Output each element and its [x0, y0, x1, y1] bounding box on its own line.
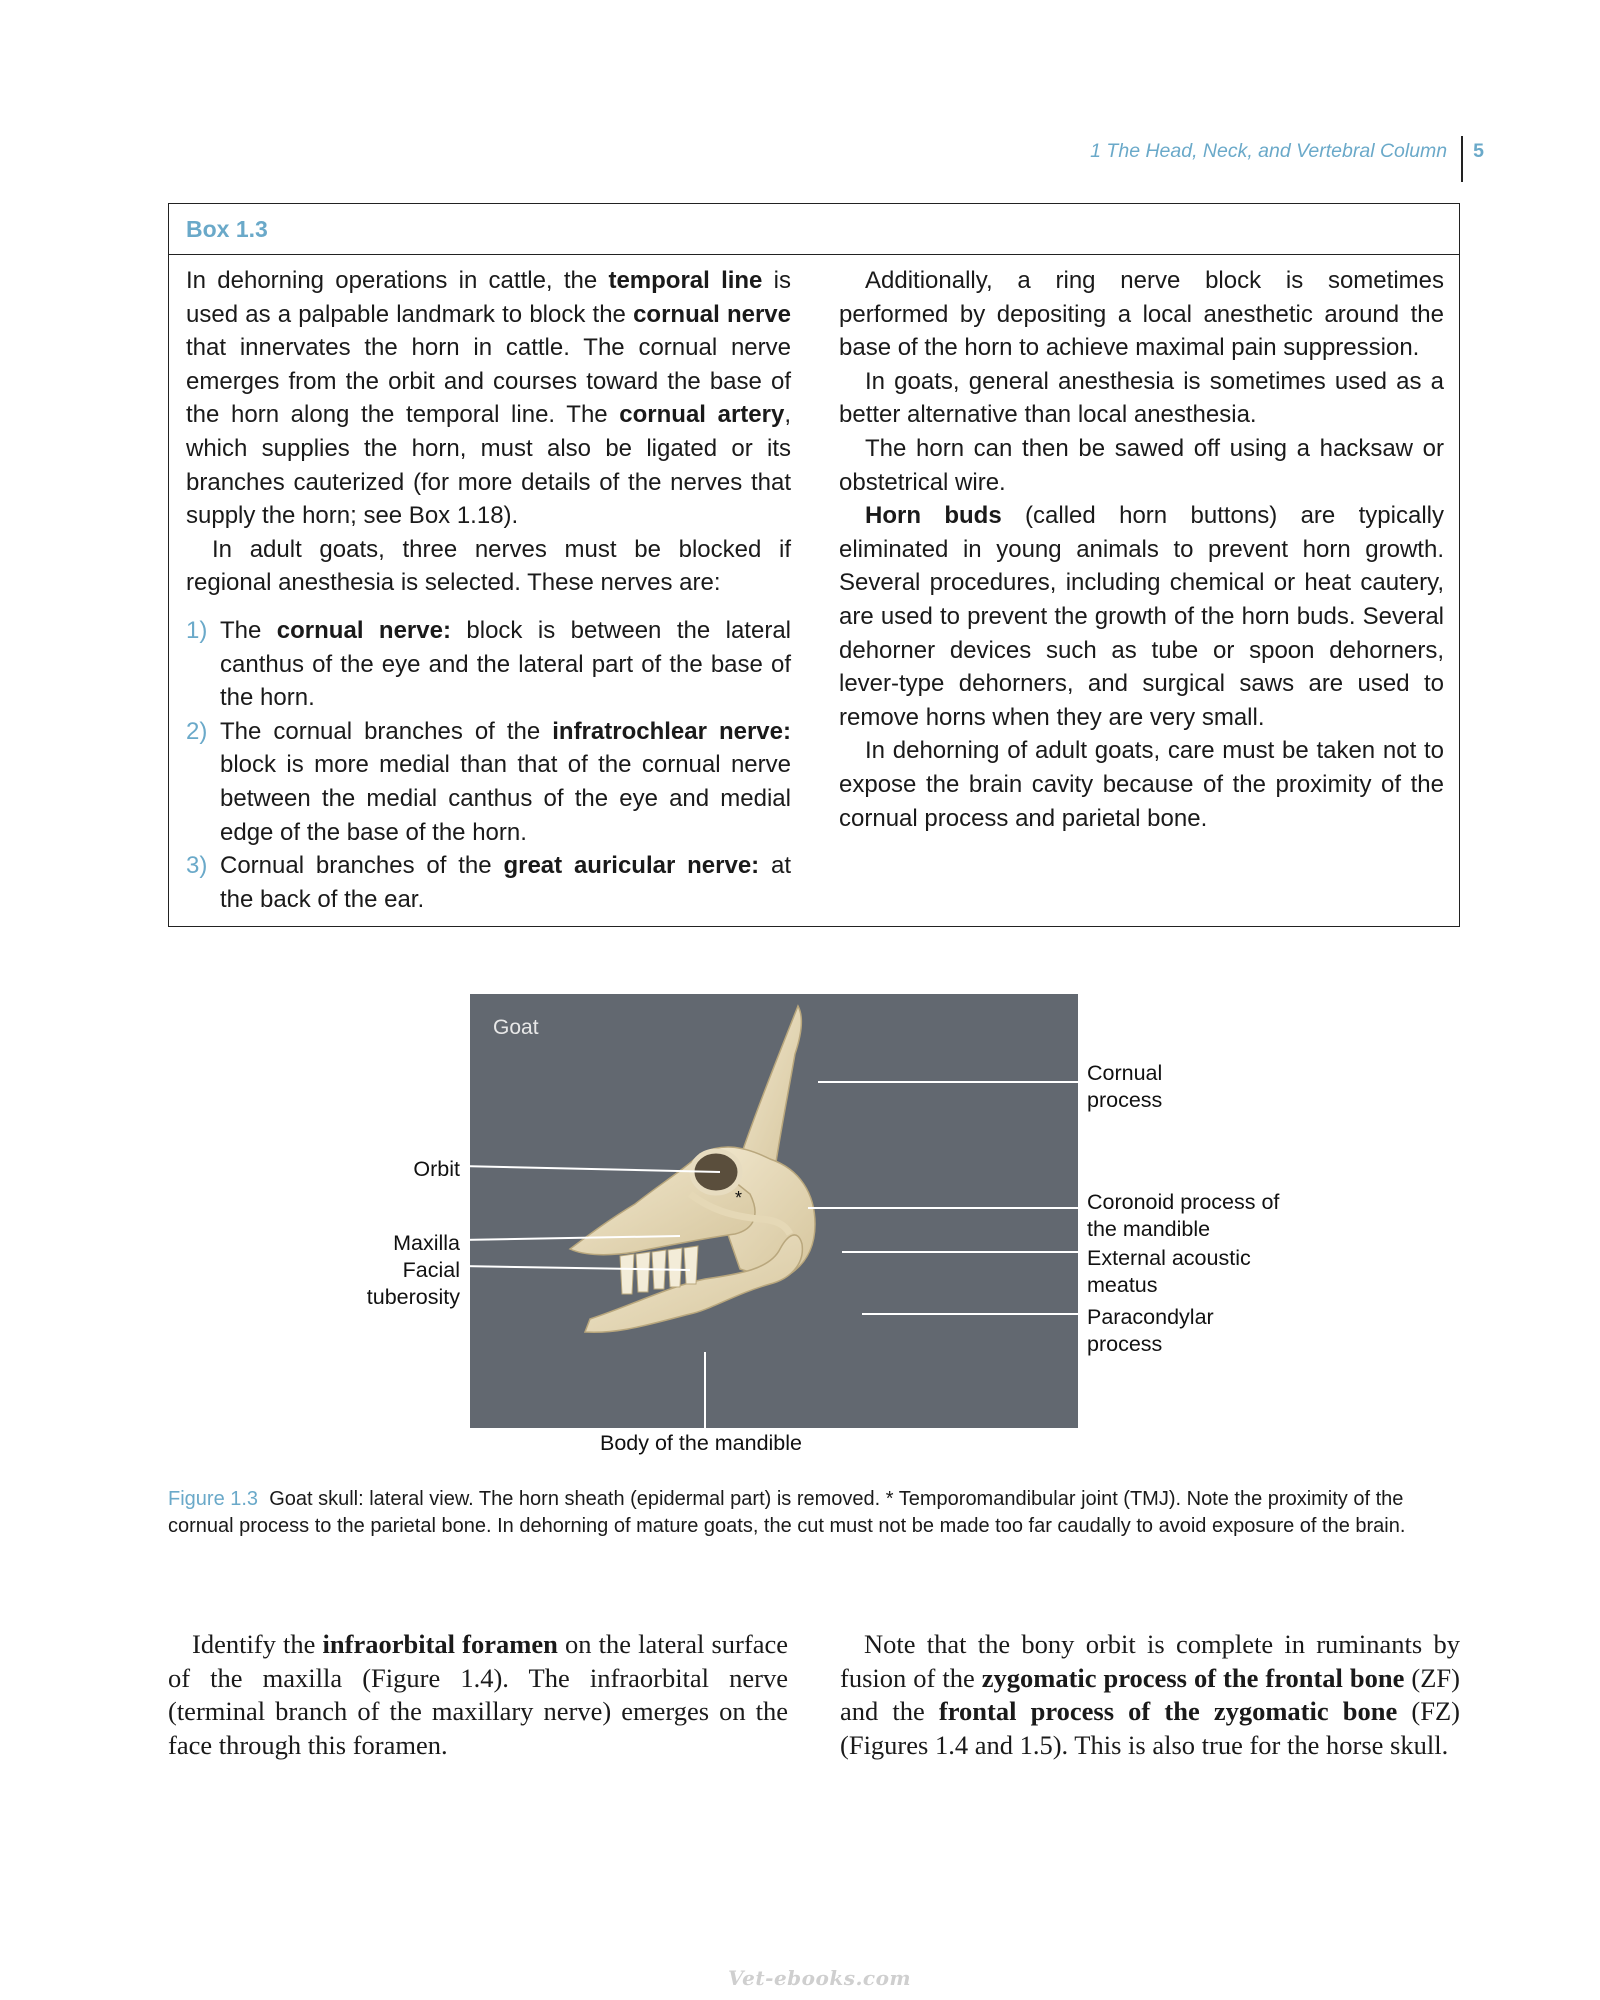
body-right-column	[840, 1628, 1460, 1762]
label-coronoid-process: Coronoid process of the mandible	[1087, 1190, 1280, 1241]
term-temporal-line: temporal line	[608, 267, 763, 294]
running-title: 1 The Head, Neck, and Vertebral Column	[1090, 140, 1448, 162]
label-facial-tuberosity: Facial tuberosity	[366, 1258, 460, 1309]
list-item: 2) The cornual branches of the infratrochlear nerve: block is more medial than that of the cornual nerve between the medial canthus of the eye and medial edge of the base of the horn.	[186, 715, 791, 849]
label-cornual-process: Cornual process	[1087, 1061, 1163, 1112]
box-paragraph: In dehorning operations in cattle, the temporal line is used as a palpable landmark to block the cornual nerve that innervates the horn in cattle. The cornual nerve emerges from the orbit and courses toward the base of the horn along the temporal line. The cornual artery, which supplies the horn, must also be ligated or its branches cauterized (for more details of the nerves that supply the horn; see Box 1.18).	[186, 267, 791, 530]
box-left-column	[186, 264, 791, 916]
tmj-marker: *	[735, 1188, 743, 1208]
figure-caption	[168, 1486, 1468, 1539]
box-paragraph: In adult goats, three nerves must be blocked if regional anesthesia is selected. These nerves are:	[186, 535, 791, 597]
skull-illustration	[470, 994, 1078, 1428]
label-orbit: Orbit	[413, 1157, 460, 1181]
term-infraorbital-foramen: infraorbital foramen	[322, 1629, 558, 1659]
box-paragraph: In goats, general anesthesia is sometimes used as a better alternative than local anesthesia.	[839, 367, 1444, 429]
term-horn-buds: Horn buds	[865, 502, 1002, 530]
page-number: 5	[1473, 140, 1484, 162]
list-number: 2)	[186, 717, 208, 745]
term-cornual-artery: cornual artery	[619, 401, 785, 429]
watermark: Vet-ebooks.com	[728, 1966, 912, 1990]
body-left-column	[168, 1628, 788, 1762]
list-item: 1) The cornual nerve: block is between the lateral canthus of the eye and the lateral part of the base of the horn.	[186, 614, 791, 715]
box-paragraph: The horn can then be sawed off using a hacksaw or obstetrical wire.	[839, 434, 1444, 496]
goat-skull-photo	[470, 994, 1078, 1428]
nerve-list	[186, 614, 791, 916]
box-right-column	[839, 264, 1444, 835]
caption-number: Figure 1.3	[168, 1488, 259, 1510]
caption-text: Goat skull: lateral view. The horn sheath (epidermal part) is removed. * Temporomandibular joint (TMJ). Note the proximity of the cornual process to the parietal bone. In dehorning of mature goats, the cut must not be made too far caudally to avoid exposure of the brain.	[168, 1488, 1406, 1537]
running-header	[1090, 136, 1484, 182]
box-paragraph: Additionally, a ring nerve block is sometimes performed by depositing a local anesthetic around the base of the horn to achieve maximal pain suppression.	[839, 267, 1444, 362]
body-paragraph: Identify the infraorbital foramen on the lateral surface of the maxilla (Figure 1.4). The infraorbital nerve (terminal branch of the maxillary nerve) emerges on the face through this foramen.	[168, 1629, 788, 1760]
box-paragraph: Horn buds (called horn buttons) are typically eliminated in young animals to prevent horn growth. Several procedures, including chemical or heat cautery, are used to prevent the growth of the horn buds. Several dehorner devices such as tube or spoon dehorners, lever-type dehorners, and surgical saws are used to remove horns when they are very small.	[839, 502, 1444, 731]
label-paracondylar-process: Paracondylar process	[1087, 1305, 1214, 1356]
label-body-of-mandible: Body of the mandible	[600, 1431, 802, 1455]
box-paragraph: In dehorning of adult goats, care must be taken not to expose the brain cavity because of the proximity of the cornual process and parietal bone.	[839, 737, 1444, 832]
label-maxilla: Maxilla	[393, 1231, 460, 1255]
photo-tag: Goat	[493, 1016, 539, 1039]
box-1-3	[168, 203, 1460, 927]
box-title: Box 1.3	[169, 204, 1459, 255]
list-item: 3) Cornual branches of the great auricular nerve: at the back of the ear.	[186, 849, 791, 916]
term-cornual-nerve: cornual nerve	[633, 300, 791, 328]
term-frontal-process: frontal process of the zygomatic bone	[938, 1696, 1398, 1727]
list-number: 1)	[186, 616, 208, 644]
term-zygomatic-process: zygomatic process of the frontal bone	[981, 1662, 1405, 1693]
body-paragraph: Note that the bony orbit is complete in ruminants by fusion of the zygomatic process of the frontal bone (ZF) and the frontal process of the zygomatic bone (FZ) (Figures 1.4 and 1.5). This is also true for the horse skull.	[840, 1629, 1460, 1760]
label-external-acoustic-meatus: External acoustic meatus	[1087, 1246, 1251, 1297]
list-number: 3)	[186, 852, 208, 880]
